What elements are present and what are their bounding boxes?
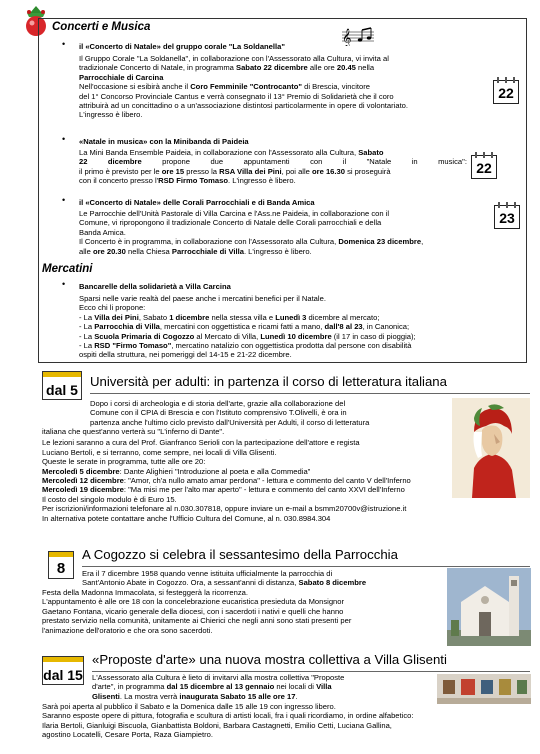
calendar-day: 22	[476, 160, 492, 176]
text-line: Nell'occasione si esibirà anche il Coro Femminile "Controcanto" di Brescia, vincitore	[79, 82, 370, 92]
text-line: Sant'Antonio Abate in Cogozzo. Ora, a sessant'anni di distanza, Sabato 8 dicembre	[82, 578, 367, 588]
mercatini-heading: Bancarelle della solidarietà a Villa Carcina	[79, 282, 231, 291]
bullet: •	[62, 195, 66, 205]
divider	[82, 566, 530, 567]
date-badge	[42, 371, 82, 400]
text-line: Sparsi nelle varie realtà del paese anche i mercatini benefici per il Natale.	[79, 294, 326, 303]
svg-text:𝄞: 𝄞	[342, 28, 352, 46]
arte-intro	[92, 673, 432, 701]
text-line: del 1° Concorso Provinciale Cantus e verrà consegnato il 13° Premio di Solidarietà che il coro	[79, 91, 394, 101]
text-line: In alternativa potete contattare anche l'Ufficio Cultura del Comune, al n. 030.8984.304	[42, 513, 331, 523]
text-line: prestato servizio nella comunità, unitamente ai Chierici che negli anni sono stati presenti per	[42, 616, 352, 626]
text-line: La Mini Banda Ensemble Paideia, in collaborazione con l'Assessorato alla Cultura, Sabato	[79, 148, 384, 157]
text-line: partenza anche l'ultimo ciclo previsto dall'Università per Adulti, il corso di letteratura	[90, 417, 370, 427]
calendar-icon	[494, 205, 520, 229]
dante-portrait-image	[452, 398, 530, 498]
text-line: Ilaria Bertoli, Gianluigi Biscuola, Gianbattista Boldoni, Barbara Castagnetti, Emilio Cetti, Luciana Gallina,	[42, 720, 392, 730]
text-line: - La Parrocchia di Villa, mercatini con oggettistica e ricami fatti a mano, dall'8 al 23, in Canonica;	[79, 322, 410, 332]
text-line: Il costo del singolo modulo è di Euro 15.	[42, 494, 177, 504]
calendar-icon	[471, 155, 497, 179]
text-line: Le Parrocchie dell'Unità Pastorale di Villa Carcina e l'Ass.ne Paideia, in collaborazione con il	[79, 209, 390, 218]
text-line: - La RSD "Firmo Tomaso", mercatino natalizio con oggettistica prodotta dal persone con disabilità	[79, 341, 412, 351]
text-line: Gaetano Fontana, vicario generale della diocesi, con i sacerdoti i nativi e quelli che hanno	[42, 606, 344, 616]
text-line: Le lezioni saranno a cura del Prof. Gianfranco Serioli con la partecipazione dell'attore e regista	[42, 438, 360, 448]
text-line: Ecco chi li propone:	[79, 303, 146, 313]
text-line: Il Concerto è in programma, in collaborazione con l'Assessorato alla Cultura, Domenica 23 dicembre,	[79, 237, 424, 247]
text-line: tradizionale Concerto di Natale, in programma Sabato 22 dicembre alle ore 20.45 nella	[79, 63, 375, 73]
bullet: •	[62, 279, 66, 289]
universita-intro	[90, 399, 448, 427]
text-line: - La Villa dei Pini, Sabato 1 dicembre nella stessa villa e Lunedì 3 dicembre al mercato;	[79, 312, 380, 322]
text-line: Saranno esposte opere di pittura, fotografia e scultura di artisti locali, fra i quali ricordiamo, in ordine alfabetico:	[42, 711, 414, 721]
universita-title: Università per adulti: in partenza il corso di letteratura italiana	[90, 374, 447, 389]
text-line: - La Scuola Primaria di Cogozzo al Mercato di Villa, Lunedì 10 dicembre (il 17 in caso di pioggia);	[79, 331, 416, 341]
text-line: Banda Amica.	[79, 227, 126, 237]
text-line: L'ingresso è libero.	[79, 110, 143, 120]
exhibition-image	[437, 674, 531, 704]
bullet: •	[62, 39, 66, 49]
date-badge-label: dal 15	[43, 667, 83, 683]
mercatini-title: Mercatini	[42, 263, 93, 275]
text-line: Queste le serate in programma, tutte alle ore 20:	[42, 457, 206, 467]
text-line: L'appuntamento è alle ore 18 con la concelebrazione eucaristica presieduta da Monsignor	[42, 597, 345, 607]
text-line: l'animazione dell'oratorio e che ora sono sacerdoti.	[42, 625, 213, 635]
bullet: •	[62, 134, 66, 144]
cogozzo-text	[42, 588, 442, 635]
date-badge	[42, 656, 84, 685]
calendar-icon	[493, 80, 519, 104]
mercatini-text	[79, 294, 519, 360]
music-notes-icon	[340, 24, 376, 46]
calendar-day: 22	[498, 85, 514, 101]
date-badge-label: dal 5	[46, 382, 78, 398]
villa-text	[79, 209, 499, 256]
text-line: Mercoledì 12 dicembre: "Amor, ch'a nullo amato amar perdona" - lettura e commento del canto V dell'Inferno	[42, 476, 411, 486]
cogozzo-intro	[82, 569, 442, 588]
divider	[90, 393, 530, 394]
text-line: Sarà poi aperta al pubblico il Sabato e la Domenica dalle 15 alle 19 con ingresso libero.	[42, 702, 336, 711]
text-line: Era il 7 dicembre 1958 quando venne istituita ufficialmente la parrocchia di	[82, 569, 333, 578]
paideia-text	[79, 148, 467, 186]
text-line: Comune, vi ripropongono il tradizionale Concerto di Natale delle Corali parrocchiali e della	[79, 218, 382, 228]
arte-text	[42, 702, 532, 740]
divider	[92, 671, 530, 672]
cogozzo-title: A Cogozzo si celebra il sessantesimo della Parrocchia	[82, 547, 398, 562]
text-line: d'arte", in programma dal 15 dicembre al 13 gennaio nei locali di Villa	[92, 682, 332, 692]
text-line: 22 dicembre propone due appuntamenti con il "Natale in musica":	[79, 157, 467, 167]
text-line: Luciano Bertoli, e si terranno, come sempre, nei locali di Villa Glisenti.	[42, 447, 277, 457]
text-line: Dopo i corsi di archeologia e di storia dell'arte, grazie alla collaborazione del	[90, 399, 346, 408]
text-line: Mercoledì 19 dicembre: "Ma misi me per l'alto mar aperto" - lettura e commento del canto XXVI dell'Inferno	[42, 485, 405, 495]
soldanella-text	[79, 54, 489, 120]
villa-heading: il «Concerto di Natale» delle Corali Parrocchiali e di Banda Amica	[79, 198, 315, 207]
arte-title: «Proposte d'arte» una nuova mostra collettiva a Villa Glisenti	[92, 652, 447, 667]
text-line: Comune con il CPIA di Brescia e con l'Istituto comprensivo T.Olivelli, è ora in	[90, 408, 347, 418]
text-line: italiana che quest'anno verterà su "L'inferno di Dante".	[42, 427, 225, 436]
text-line: Il Gruppo Corale "La Soldanella", in collaborazione con l'Assessorato alla Cultura, vi invita al	[79, 54, 389, 63]
text-line: Per iscrizioni/informazioni telefonare al n.030.307818, oppure inviare un e-mail a bsmm20700v@istruzione.it	[42, 504, 407, 514]
text-line: Parrocchiale di Carcina	[79, 72, 164, 82]
text-line: alle ore 20.30 nella Chiesa Parrocchiale di Villa. L'ingresso è libero.	[79, 246, 312, 256]
text-line: L'Assessorato alla Cultura è lieto di invitarvi alla mostra collettiva "Proposte	[92, 673, 345, 682]
text-line: il primo è previsto per le ore 15 presso la RSA Villa dei Pini, poi alle ore 16.30 si proseguirà	[79, 166, 391, 176]
text-line: Festa della Madonna Immacolata, si festeggerà la ricorrenza.	[42, 588, 248, 597]
soldanella-heading: il «Concerto di Natale» del gruppo corale "La Soldanella"	[79, 42, 285, 51]
text-line: agostino Locatelli, Cesare Porta, Raza Giampietro.	[42, 730, 213, 740]
date-badge	[48, 551, 74, 579]
text-line: Mercoledì 5 dicembre: Dante Alighieri "Introduzione al poeta e alla Commedia"	[42, 466, 311, 476]
date-badge-label: 8	[56, 560, 66, 577]
universita-text	[42, 427, 492, 523]
paideia-heading: «Natale in musica» con la Minibanda di Paideia	[79, 137, 249, 146]
text-line: con il concerto presso l'RSD Firmo Tomaso. L'ingresso è libero.	[79, 176, 296, 186]
text-line: ospiti della struttura, nei pomeriggi del 14-15 e 21-22 dicembre.	[79, 350, 292, 360]
text-line: attribuirà ad un concittadino o a un'associazione distintosi particolarmente in opere di volontariato.	[79, 101, 409, 111]
church-image	[447, 568, 531, 646]
concerti-title: Concerti e Musica	[52, 21, 151, 33]
calendar-day: 23	[499, 210, 515, 226]
text-line: Glisenti. La mostra verrà inaugurata Sabato 15 alle ore 17.	[92, 691, 298, 701]
